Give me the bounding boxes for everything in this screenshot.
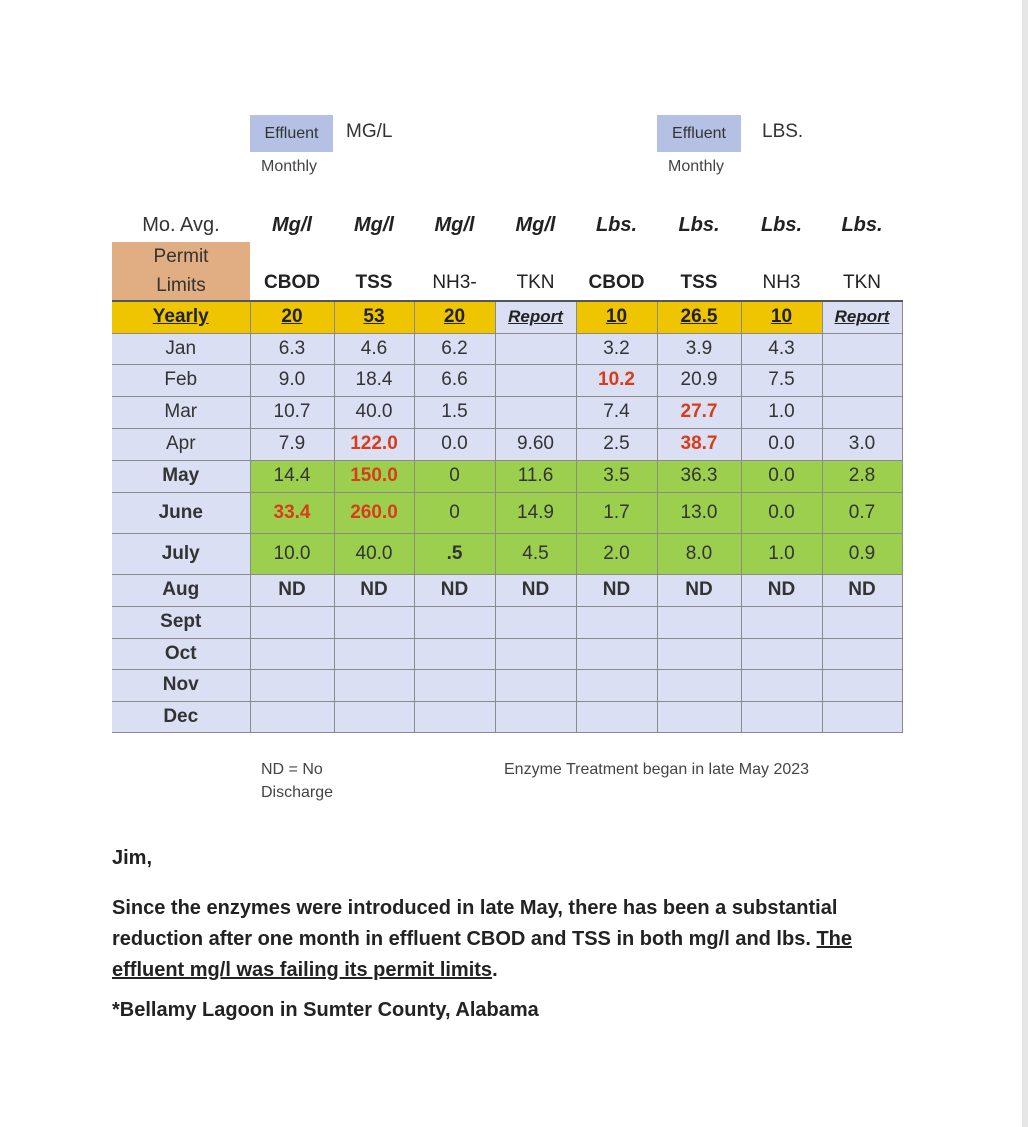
permit-label-line2: Limits	[156, 275, 206, 296]
table-row	[112, 701, 902, 732]
table-cell	[495, 364, 576, 396]
table-cell	[657, 606, 741, 638]
nd-legend-line1: ND = No	[261, 761, 323, 778]
table-cell: 20.9	[657, 364, 741, 396]
table-cell	[576, 669, 657, 701]
table-cell	[822, 333, 902, 364]
table-cell: 14.9	[495, 492, 576, 533]
table-cell: 3.0	[822, 428, 902, 460]
table-cell: 9.60	[495, 428, 576, 460]
table-row	[112, 669, 902, 701]
yearly-label: Yearly	[112, 301, 250, 333]
nd-legend-line2: Discharge	[261, 784, 334, 801]
enzyme-note: Enzyme Treatment began in late May 2023	[504, 761, 810, 778]
table-row	[112, 428, 902, 460]
table-cell	[414, 606, 495, 638]
table-cell: .5	[414, 533, 495, 574]
table-cell	[334, 638, 414, 669]
table-cell	[822, 364, 902, 396]
table-cell: ND	[414, 574, 495, 606]
month-label: July	[112, 533, 250, 574]
table-row	[112, 364, 902, 396]
table-cell: ND	[334, 574, 414, 606]
table-cell: 27.7	[657, 396, 741, 428]
table-cell: 10.2	[576, 364, 657, 396]
table-row	[112, 638, 902, 669]
table-cell: 0	[414, 492, 495, 533]
table-cell: 38.7	[657, 428, 741, 460]
table-cell	[741, 669, 822, 701]
table-row	[112, 460, 902, 492]
permit-label-line1: Permit	[153, 246, 209, 267]
letter-text-part1: Since the enzymes were introduced in late May, there has been a substantial reduction after one month in effluent CBOD and TSS in both mg/l and lbs.	[112, 897, 838, 950]
table-cell: 0.9	[822, 533, 902, 574]
table-cell: 9.0	[250, 364, 334, 396]
table-row	[112, 606, 902, 638]
table-cell	[250, 606, 334, 638]
table-cell	[576, 701, 657, 732]
table-cell: 36.3	[657, 460, 741, 492]
table-cell	[822, 669, 902, 701]
nd-legend	[261, 758, 333, 804]
table-cell: 8.0	[657, 533, 741, 574]
table-cell	[334, 669, 414, 701]
effluent-data-table	[112, 300, 903, 733]
table-cell: 4.6	[334, 333, 414, 364]
table-cell: 1.5	[414, 396, 495, 428]
table-row	[112, 333, 902, 364]
scrollbar[interactable]	[1022, 0, 1028, 1127]
table-cell: 7.5	[741, 364, 822, 396]
table-cell: ND	[822, 574, 902, 606]
letter-text-underlined: The effluent mg/l was failing its permit limits	[112, 928, 853, 981]
month-label: Apr	[112, 428, 250, 460]
permit-limits-label	[112, 242, 250, 300]
table-cell	[657, 638, 741, 669]
table-cell: 4.3	[741, 333, 822, 364]
table-cell: 0.0	[741, 460, 822, 492]
table-cell: 0.0	[741, 492, 822, 533]
table-cell: 7.4	[576, 396, 657, 428]
table-cell	[250, 701, 334, 732]
unit-header: Mg/l	[515, 214, 556, 236]
table-cell: 122.0	[334, 428, 414, 460]
table-cell	[822, 606, 902, 638]
table-cell: 0.0	[414, 428, 495, 460]
table-cell	[741, 638, 822, 669]
table-cell	[822, 701, 902, 732]
table-cell	[334, 701, 414, 732]
table-cell: 260.0	[334, 492, 414, 533]
table-cell: 10	[576, 301, 657, 333]
month-label: Sept	[112, 606, 250, 638]
table-cell: 14.4	[250, 460, 334, 492]
table-cell: 1.7	[576, 492, 657, 533]
unit-header: Lbs.	[841, 214, 883, 236]
table-cell	[414, 669, 495, 701]
table-cell: 11.6	[495, 460, 576, 492]
unit-header: Lbs.	[595, 214, 638, 236]
table-cell	[576, 638, 657, 669]
table-cell: ND	[657, 574, 741, 606]
effluent-mgl-label: Effluent	[250, 115, 333, 152]
month-label: Oct	[112, 638, 250, 669]
table-cell: 2.8	[822, 460, 902, 492]
table-cell	[741, 701, 822, 732]
unit-header: Mg/l	[434, 214, 475, 236]
unit-header: Mg/l	[354, 214, 394, 236]
mo-avg-label: Mo. Avg.	[142, 214, 220, 236]
table-cell	[495, 333, 576, 364]
table-cell	[495, 701, 576, 732]
param-header: TKN	[843, 272, 881, 293]
table-cell	[250, 638, 334, 669]
table-cell: 18.4	[334, 364, 414, 396]
table-cell: 20	[250, 301, 334, 333]
table-cell	[822, 396, 902, 428]
table-cell	[741, 606, 822, 638]
table-cell: 2.5	[576, 428, 657, 460]
table-cell: 33.4	[250, 492, 334, 533]
letter-paragraph	[112, 893, 902, 986]
table-cell: ND	[741, 574, 822, 606]
table-cell: ND	[495, 574, 576, 606]
table-cell: 10.7	[250, 396, 334, 428]
table-cell: 3.9	[657, 333, 741, 364]
table-cell: 0.0	[741, 428, 822, 460]
greeting: Jim,	[112, 847, 153, 869]
table-cell	[822, 638, 902, 669]
unit-header: Lbs.	[678, 214, 720, 236]
unit-header: Mg/l	[272, 214, 312, 236]
table-cell: Report	[495, 301, 576, 333]
month-label: Mar	[112, 396, 250, 428]
yearly-limits-row	[112, 301, 902, 333]
table-cell: ND	[576, 574, 657, 606]
table-cell: 26.5	[657, 301, 741, 333]
month-label: Dec	[112, 701, 250, 732]
mgl-unit-label: MG/L	[346, 121, 393, 142]
table-cell	[657, 669, 741, 701]
table-cell: 10.0	[250, 533, 334, 574]
table-cell: 40.0	[334, 396, 414, 428]
table-cell	[495, 669, 576, 701]
table-cell	[495, 638, 576, 669]
table-cell: 2.0	[576, 533, 657, 574]
table-cell: 1.0	[741, 533, 822, 574]
month-label: Aug	[112, 574, 250, 606]
table-cell: 4.5	[495, 533, 576, 574]
monthly-label-left: Monthly	[261, 158, 318, 175]
param-header: TSS	[680, 272, 718, 293]
month-label: Jan	[112, 333, 250, 364]
param-header: TKN	[516, 272, 555, 293]
table-cell	[334, 606, 414, 638]
table-cell: 7.9	[250, 428, 334, 460]
month-label: May	[112, 460, 250, 492]
table-row	[112, 533, 902, 574]
table-cell	[250, 669, 334, 701]
table-cell: 53	[334, 301, 414, 333]
table-cell: 3.5	[576, 460, 657, 492]
table-cell: Report	[822, 301, 902, 333]
table-cell	[657, 701, 741, 732]
table-cell	[495, 606, 576, 638]
unit-header: Lbs.	[760, 214, 803, 236]
table-row	[112, 492, 902, 533]
table-cell: ND	[250, 574, 334, 606]
table-row	[112, 574, 902, 606]
table-cell	[576, 606, 657, 638]
table-row	[112, 396, 902, 428]
table-cell: 6.6	[414, 364, 495, 396]
table-cell: 3.2	[576, 333, 657, 364]
monthly-label-right: Monthly	[668, 158, 725, 175]
param-header: NH3-	[432, 272, 477, 293]
month-label: Nov	[112, 669, 250, 701]
param-header: TSS	[355, 272, 393, 293]
table-cell	[414, 638, 495, 669]
month-label: Feb	[112, 364, 250, 396]
table-cell: 13.0	[657, 492, 741, 533]
table-cell: 1.0	[741, 396, 822, 428]
letter-text-end: .	[492, 959, 498, 981]
effluent-lbs-label: Effluent	[657, 115, 741, 152]
lbs-unit-label: LBS.	[762, 121, 804, 142]
param-header: NH3	[762, 272, 801, 293]
table-cell	[495, 396, 576, 428]
table-cell	[414, 701, 495, 732]
param-header: CBOD	[264, 272, 320, 293]
month-label: June	[112, 492, 250, 533]
table-cell: 20	[414, 301, 495, 333]
table-cell: 40.0	[334, 533, 414, 574]
table-cell: 10	[741, 301, 822, 333]
param-header: CBOD	[588, 272, 645, 293]
table-cell: 6.3	[250, 333, 334, 364]
table-cell: 0	[414, 460, 495, 492]
footnote: *Bellamy Lagoon in Sumter County, Alabama	[112, 999, 539, 1021]
table-cell: 0.7	[822, 492, 902, 533]
table-cell: 6.2	[414, 333, 495, 364]
table-cell: 150.0	[334, 460, 414, 492]
